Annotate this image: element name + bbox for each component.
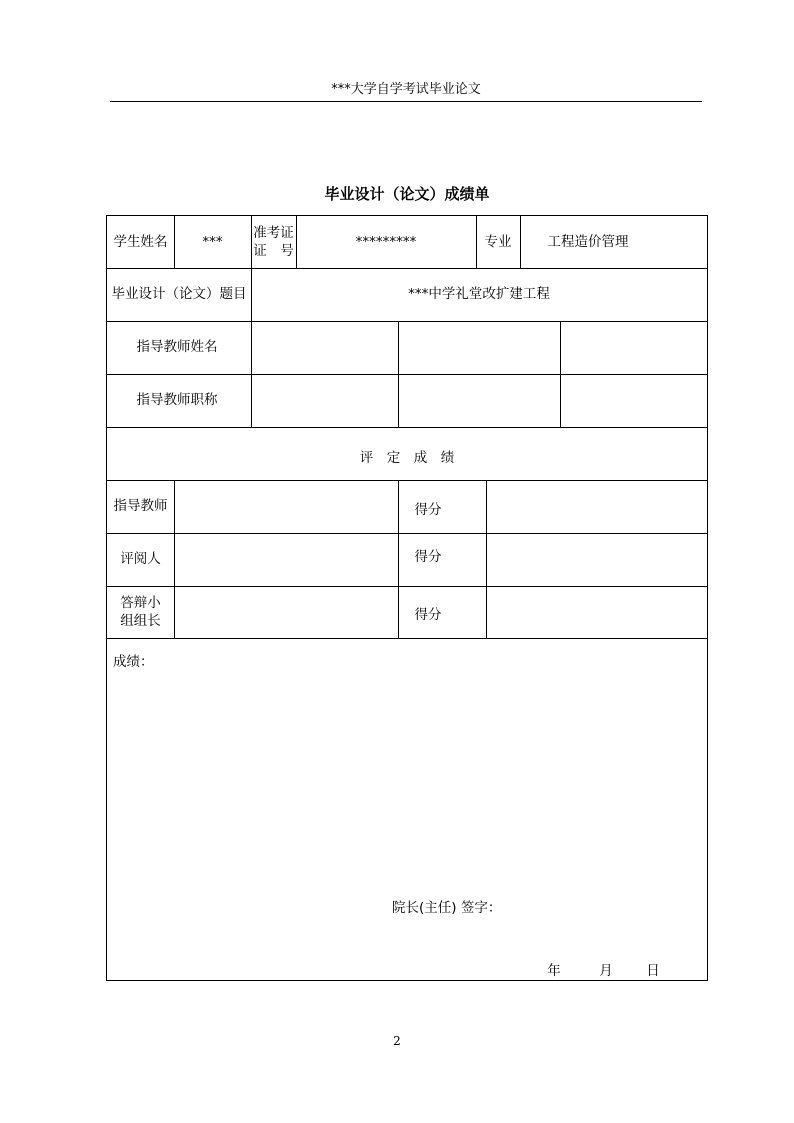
evaluator-role-reviewer: 评阅人 xyxy=(120,551,161,567)
col-divider xyxy=(398,321,399,427)
student-name-label: 学生姓名 xyxy=(113,233,168,250)
date-month-label: 月 xyxy=(599,962,613,979)
major-label: 专业 xyxy=(484,233,512,250)
evaluator-role-defense-leader xyxy=(107,586,174,638)
thesis-title-label: 毕业设计（论文）题目 xyxy=(111,286,247,302)
score-label: 得分 xyxy=(414,606,442,623)
result-label: 成绩： xyxy=(113,653,154,670)
score-label: 得分 xyxy=(414,549,442,565)
col-divider xyxy=(174,480,175,638)
exam-id-label-line2: 证 号 xyxy=(253,243,294,259)
defense-leader-line2: 组组长 xyxy=(120,613,161,629)
exam-id-value: ********* xyxy=(355,233,417,250)
running-header: ***大学自学考试毕业论文 xyxy=(331,82,481,97)
advisor-name-label: 指导教师姓名 xyxy=(136,339,218,355)
exam-id-label xyxy=(251,216,296,268)
date-day-label: 日 xyxy=(646,962,660,979)
col-divider xyxy=(560,321,561,427)
evaluation-heading: 评 定 成 绩 xyxy=(359,450,455,466)
date-year-label: 年 xyxy=(547,962,561,979)
major-value: 工程造价管理 xyxy=(547,233,629,250)
exam-id-label-line1: 准考证 xyxy=(253,225,294,241)
student-name-value: *** xyxy=(202,233,223,250)
signature-label: 院长(主任) 签字： xyxy=(392,899,502,916)
header-rule xyxy=(110,101,702,102)
score-label: 得分 xyxy=(414,502,442,518)
row-divider xyxy=(107,638,707,639)
evaluator-role-advisor: 指导教师 xyxy=(113,498,168,514)
advisor-title-label: 指导教师职称 xyxy=(136,392,218,408)
page-number: 2 xyxy=(393,1034,401,1048)
page-title: 毕业设计（论文）成绩单 xyxy=(324,185,490,203)
thesis-title-value: ***中学礼堂改扩建工程 xyxy=(408,286,550,302)
grade-form-table xyxy=(106,215,708,981)
defense-leader-line1: 答辩小 xyxy=(120,595,161,611)
col-divider xyxy=(486,480,487,638)
